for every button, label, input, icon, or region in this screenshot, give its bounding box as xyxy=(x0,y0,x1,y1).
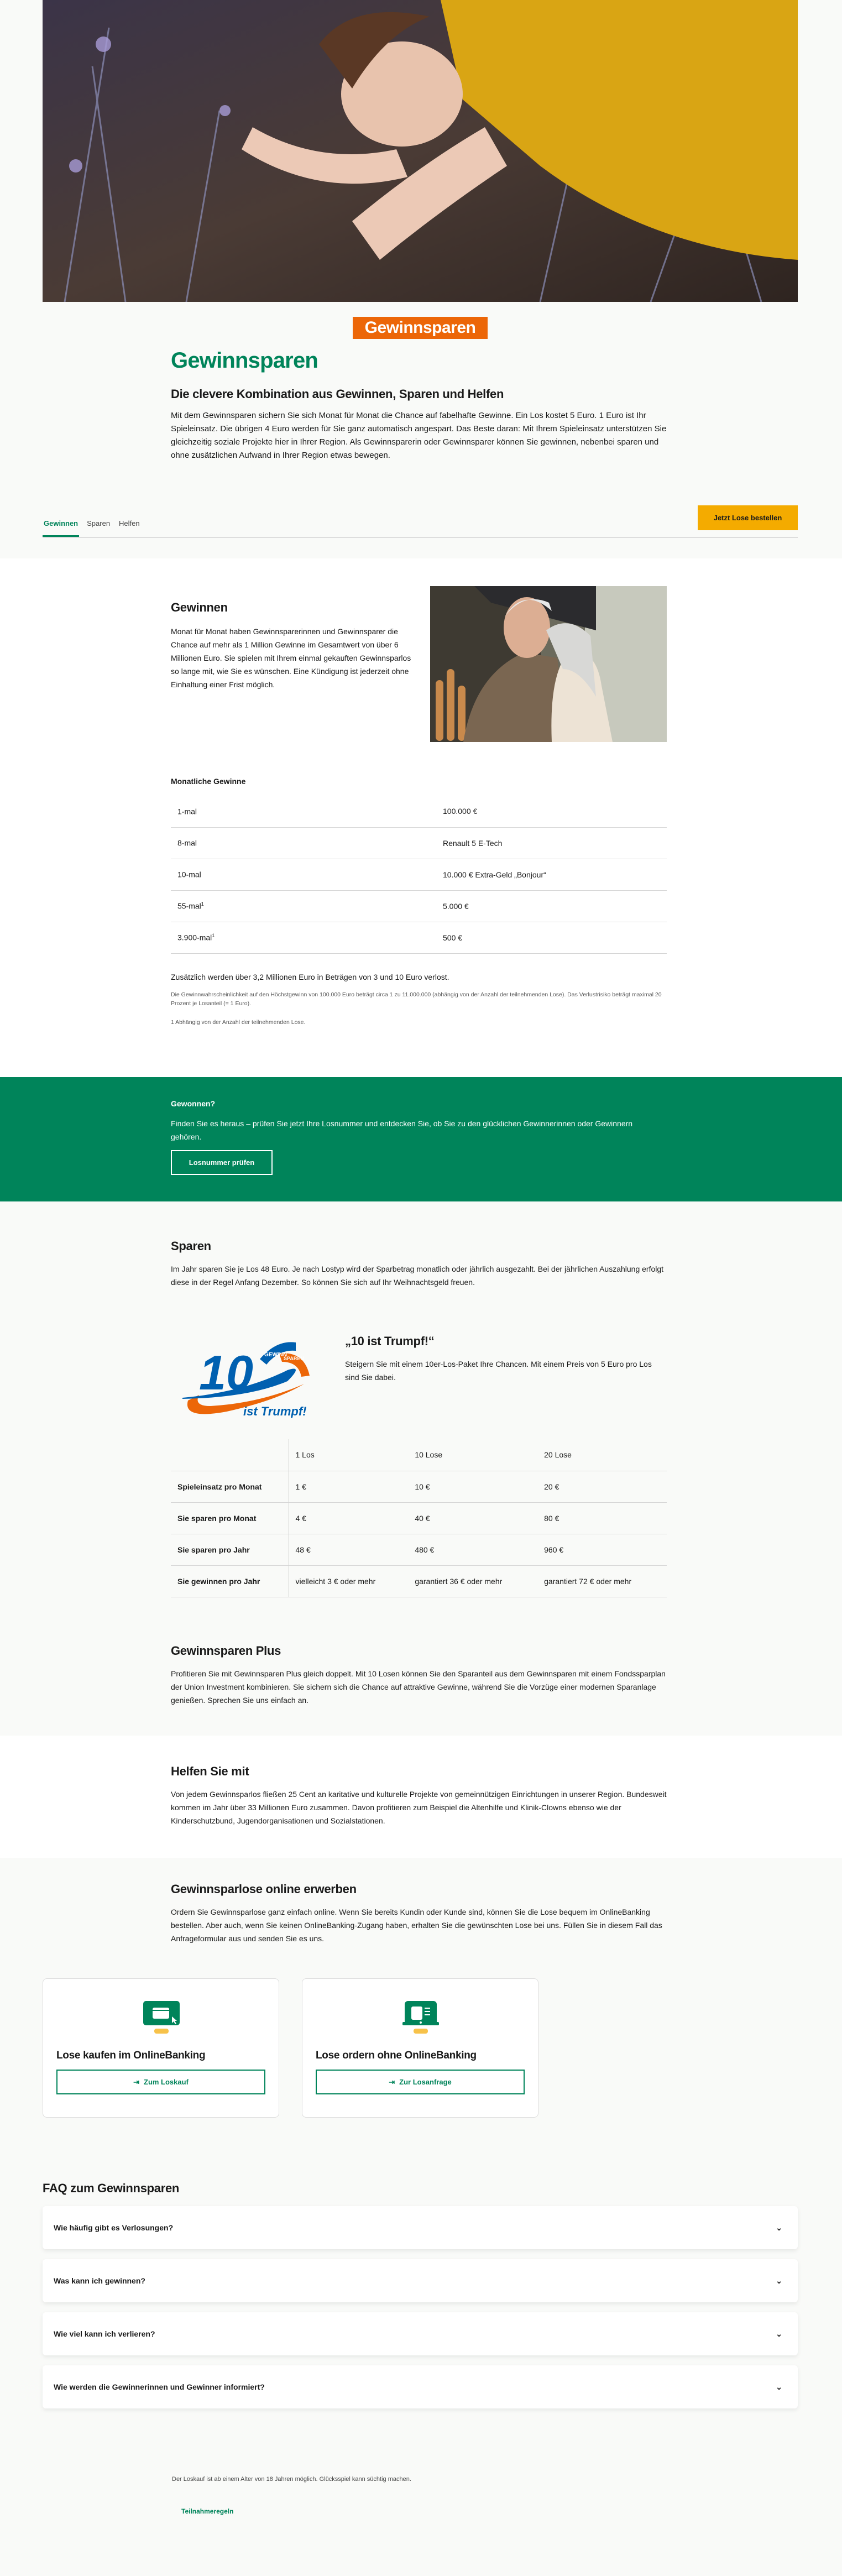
section-tabs xyxy=(43,517,798,538)
faq-item[interactable]: Wie viel kann ich verlieren? ⌄ xyxy=(43,2312,798,2355)
chevron-down-icon: ⌄ xyxy=(776,2223,782,2232)
online-heading: Gewinnsparlose online erwerben xyxy=(171,1882,357,1896)
sparen-text: Im Jahr sparen Sie je Los 48 Euro. Je nach Lostyp wird der Sparbetrag monatlich oder jährlich ausgezahlt. Bei der jährlichen Auszahlung erfolgt diese in der Regel Anfang Dezember. So können Sie sich auf Ihr Weihnachtsgeld freuen. xyxy=(171,1265,664,1287)
prize-row xyxy=(171,796,667,827)
probability-disclaimer: Die Gewinnwahrscheinlichkeit auf den Höchstgewinn von 100.000 Euro beträgt circa 1 zu 11.000.000 (abhängig von der Anzahl der teilnehmenden Lose). Das Verlustrisiko beträgt maximal 20 Prozent je Losanteil (= 1 Euro). xyxy=(171,991,662,1007)
column-header: 10 Lose xyxy=(408,1439,537,1471)
savings-row xyxy=(171,1565,667,1597)
chevron-down-icon: ⌄ xyxy=(776,2329,782,2338)
svg-text:10: 10 xyxy=(199,1345,253,1400)
savings-cell: 40 € xyxy=(408,1502,537,1534)
savings-cell: 10 € xyxy=(408,1471,537,1502)
savings-cell: 20 € xyxy=(537,1471,667,1502)
savings-cell: 4 € xyxy=(289,1502,408,1534)
savings-row xyxy=(171,1502,667,1534)
check-ticket-banner xyxy=(0,1077,842,1201)
promo-text: Steigern Sie mit einem 10er-Los-Paket Ihre Chancen. Mit einem Preis von 5 Euro pro Los sind Sie dabei. xyxy=(345,1360,652,1382)
banner-heading: Gewonnen? xyxy=(171,1099,216,1108)
svg-text:ist Trumpf!: ist Trumpf! xyxy=(243,1404,307,1418)
savings-cell: 960 € xyxy=(537,1534,667,1565)
footnote: 1 Abhängig von der Anzahl der teilnehmenden Lose. xyxy=(171,1018,306,1026)
savings-cell: 48 € xyxy=(289,1534,408,1565)
savings-cell: 480 € xyxy=(408,1534,537,1565)
card-buy-online xyxy=(43,1978,279,2118)
age-notice: Der Loskauf ist ab einem Alter von 18 Jahren möglich. Glücksspiel kann süchtig machen. xyxy=(172,2476,411,2483)
gewinnen-section xyxy=(0,558,842,1077)
prize-row xyxy=(171,827,667,859)
gewinnen-heading: Gewinnen xyxy=(171,600,228,614)
helfen-text: Von jedem Gewinnsparlos fließen 25 Cent an karitative und kulturelle Projekte von gemeinnützigen Einrichtungen in unserer Region. Bundesweit kommen im Jahr über 33 Millionen Euro zusammen. Davon profitieren zum Beispiel die Altenhilfe und Klinik-Clowns ebenso wie der Kinderschutzbund, Jugendorganisationen und Sozialstationen. xyxy=(171,1790,667,1825)
prize-value: 500 € xyxy=(436,922,667,953)
prize-table-title: Monatliche Gewinne xyxy=(171,777,246,786)
chevron-down-icon: ⌄ xyxy=(776,2382,782,2391)
gewinnsparen-logo: Gewinnsparen xyxy=(353,317,488,339)
savings-cell: 1 € xyxy=(289,1471,408,1502)
card-title: Lose kaufen im OnlineBanking xyxy=(56,2050,206,2061)
browser-click-icon xyxy=(143,2001,180,2036)
faq-heading: FAQ zum Gewinnsparen xyxy=(43,2181,180,2195)
svg-text:GEWINN: GEWINN xyxy=(264,1352,287,1358)
savings-cell: garantiert 36 € oder mehr xyxy=(408,1565,537,1597)
savings-cell: 80 € xyxy=(537,1502,667,1534)
arrow-in-circle-icon: ⇥ xyxy=(133,2077,139,2086)
tab-sparen[interactable]: Sparen xyxy=(87,519,111,527)
row-label: Spieleinsatz pro Monat xyxy=(171,1471,289,1502)
prize-count: 10-mal xyxy=(171,859,436,890)
tab-helfen[interactable]: Helfen xyxy=(119,519,140,527)
page-title: Gewinnsparen xyxy=(171,348,318,373)
banner-text: Finden Sie es heraus – prüfen Sie jetzt Ihre Losnummer und entdecken Sie, ob Sie zu den glücklichen Gewinnerinnen oder Gewinnern gehören. xyxy=(171,1119,633,1141)
helfen-section xyxy=(0,1736,842,1858)
prize-value: 10.000 € Extra-Geld „Bonjour“ xyxy=(436,859,667,890)
prize-table xyxy=(171,796,667,954)
online-text: Ordern Sie Gewinnsparlose ganz einfach online. Wenn Sie bereits Kundin oder Kunde sind, können Sie die Lose bequem im OnlineBanking bestellen. Aber auch, wenn Sie keinen OnlineBanking-Zugang haben, erhalten Sie die gewünschten Lose bei uns. Füllen Sie in diesem Fall das Anfrageformular aus und senden Sie es uns. xyxy=(171,1908,662,1943)
prize-count: 8-mal xyxy=(171,827,436,859)
arrow-in-circle-icon: ⇥ xyxy=(389,2077,395,2086)
svg-text:SPAREN: SPAREN xyxy=(284,1356,304,1361)
row-label: Sie sparen pro Jahr xyxy=(171,1534,289,1565)
check-ticket-button[interactable]: Losnummer prüfen xyxy=(171,1150,273,1175)
intro-text: Mit dem Gewinnsparen sichern Sie sich Monat für Monat die Chance auf fabelhafte Gewinne. Ein Los kostet 5 Euro. 1 Euro ist Ihr Spieleinsatz. Die übrigen 4 Euro werden für Sie ganz automatisch angespart. Das Beste daran: Mit Ihrem Spieleinsatz unterstützen Sie gleichzeitig soziale Projekte hier in Ihrer Region. Als Gewinnsparerin oder Gewinnsparer können Sie gewinnen, nebenbei sparen und ohne zusätzlichen Aufwand in Ihrer Region etwas bewegen. xyxy=(171,411,667,460)
row-label: Sie sparen pro Monat xyxy=(171,1502,289,1534)
prize-value: Renault 5 E-Tech xyxy=(436,827,667,859)
10-ist-trumpf-logo xyxy=(177,1337,315,1423)
sparen-heading: Sparen xyxy=(171,1239,211,1253)
prize-row xyxy=(171,890,667,922)
savings-row xyxy=(171,1534,667,1565)
prize-row xyxy=(171,922,667,953)
helfen-heading: Helfen Sie mit xyxy=(171,1764,249,1778)
participation-rules-link[interactable]: Teilnahmeregeln xyxy=(181,2507,234,2515)
chevron-down-icon: ⌄ xyxy=(776,2276,782,2285)
promo-title: „10 ist Trumpf!“ xyxy=(345,1334,435,1348)
plus-heading: Gewinnsparen Plus xyxy=(171,1644,281,1658)
gewinnen-text: Monat für Monat haben Gewinnsparerinnen und Gewinnsparer die Chance auf mehr als 1 Million Gewinne im Gesamtwert von über 6 Millionen Euro. Sie spielen mit Ihrem einmal gekauften Gewinnsparlos so lange mit, wie Sie es wünschen. Eine Kündigung ist jederzeit ohne Einhaltung einer Frist möglich. xyxy=(171,627,411,689)
tab-gewinnen[interactable]: Gewinnen xyxy=(43,517,79,537)
request-tickets-button[interactable]: ⇥ Zur Losanfrage xyxy=(316,2070,525,2094)
row-label: Sie gewinnen pro Jahr xyxy=(171,1565,289,1597)
prize-count: 3.900-mal$^1$ xyxy=(171,922,436,953)
faq-item[interactable]: Was kann ich gewinnen? ⌄ xyxy=(43,2259,798,2302)
card-title: Lose ordern ohne OnlineBanking xyxy=(316,2050,477,2061)
intro-section xyxy=(0,0,842,558)
page-subtitle: Die clevere Kombination aus Gewinnen, Sparen und Helfen xyxy=(171,387,504,401)
savings-table xyxy=(171,1439,667,1597)
faq-item[interactable]: Wie werden die Gewinnerinnen und Gewinner informiert? ⌄ xyxy=(43,2365,798,2408)
column-header: 1 Los xyxy=(289,1439,408,1471)
couple-photo xyxy=(430,586,667,742)
column-header: 20 Lose xyxy=(537,1439,667,1471)
extra-prizes-text: Zusätzlich werden über 3,2 Millionen Euro in Beträgen von 3 und 10 Euro verlost. xyxy=(171,972,449,981)
card-order-offline xyxy=(302,1978,538,2118)
order-tickets-button[interactable]: Jetzt Lose bestellen xyxy=(698,505,798,530)
plus-text: Profitieren Sie mit Gewinnsparen Plus gleich doppelt. Mit 10 Losen können Sie den Sparanteil aus dem Gewinnsparen mit einem Fondssparplan der Union Investment kombinieren. Sie sichern sich die Chance auf attraktive Gewinne, während Sie die Vorzüge einer modernen Sparanlage genießen. Sprechen Sie uns einfach an. xyxy=(171,1669,666,1705)
prize-count: 1-mal xyxy=(171,796,436,827)
column-header xyxy=(171,1439,289,1471)
prize-value: 5.000 € xyxy=(436,890,667,922)
hero-image xyxy=(43,0,798,302)
faq-item[interactable]: Wie häufig gibt es Verlosungen? ⌄ xyxy=(43,2206,798,2249)
tablet-form-icon xyxy=(402,2001,439,2036)
savings-cell: vielleicht 3 € oder mehr xyxy=(289,1565,408,1597)
prize-count: 55-mal$^1$ xyxy=(171,890,436,922)
sparen-section xyxy=(0,1201,842,1736)
prize-value: 100.000 € xyxy=(436,796,667,827)
savings-cell: garantiert 72 € oder mehr xyxy=(537,1565,667,1597)
prize-row xyxy=(171,859,667,890)
buy-tickets-button[interactable]: ⇥ Zum Loskauf xyxy=(56,2070,265,2094)
savings-row xyxy=(171,1471,667,1502)
